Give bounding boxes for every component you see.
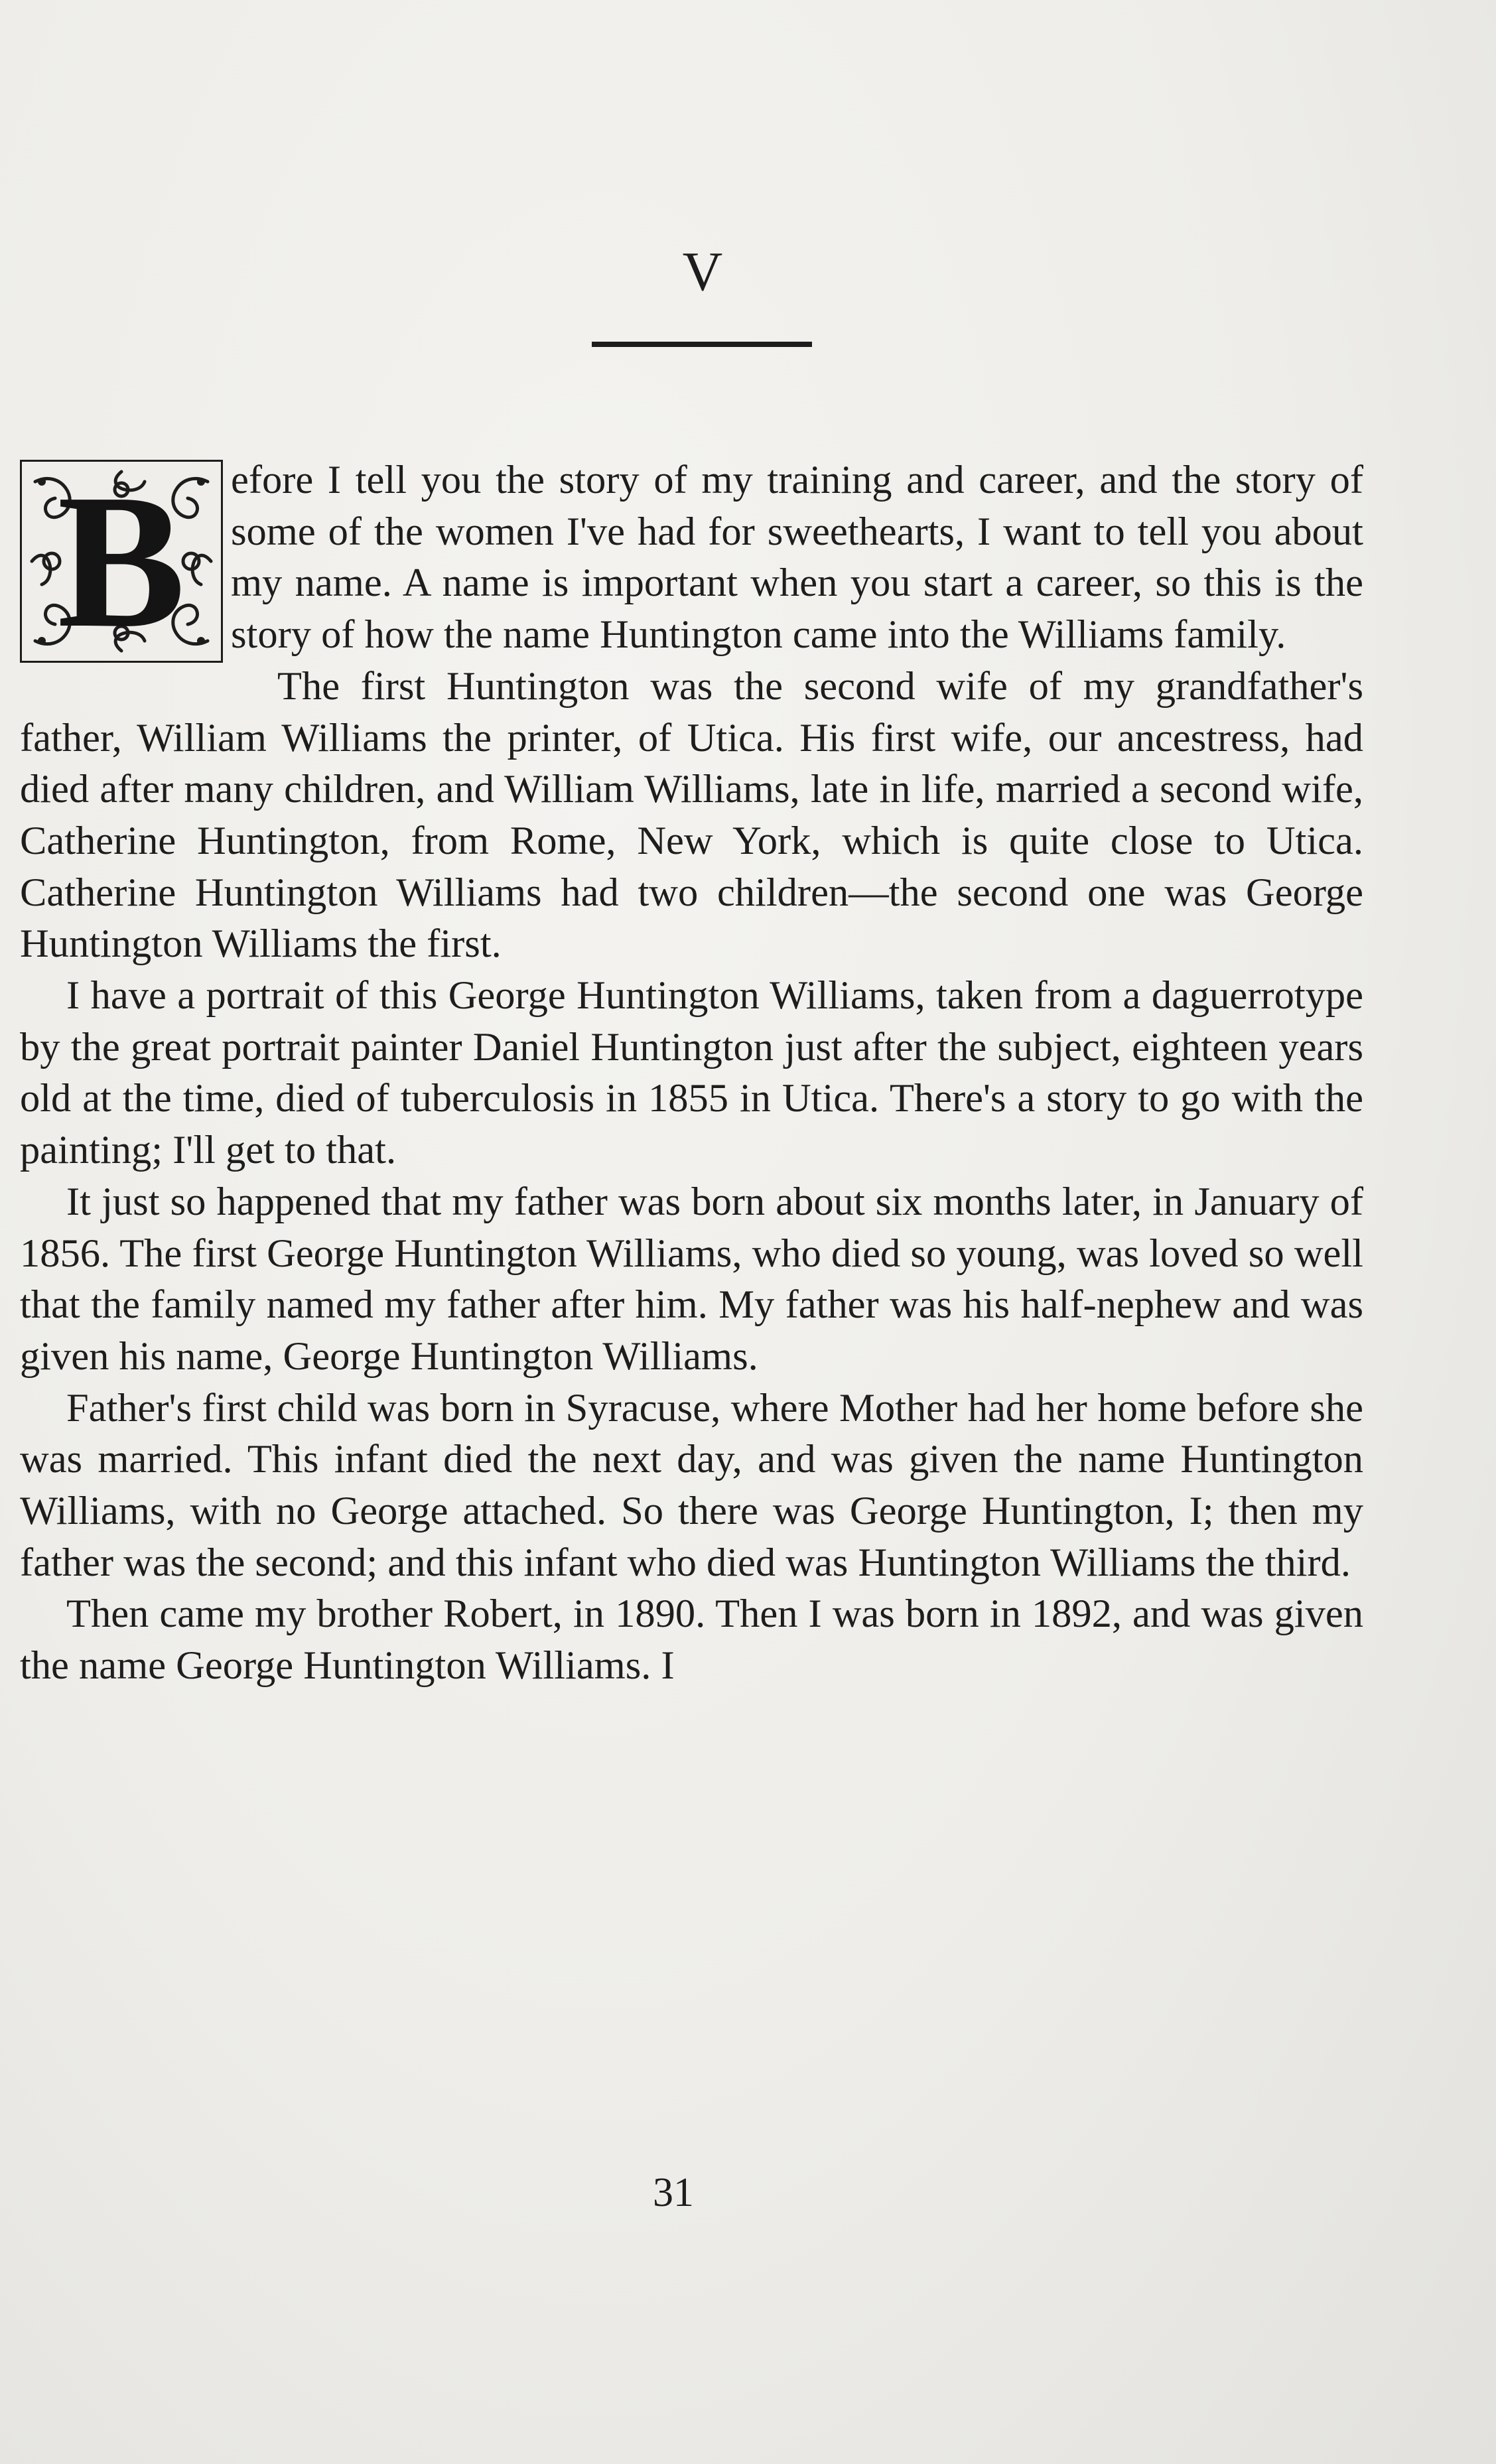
drop-cap-letter: B bbox=[57, 454, 186, 667]
drop-cap bbox=[20, 454, 223, 667]
chapter-divider bbox=[592, 342, 812, 347]
paragraph-1 bbox=[20, 454, 1363, 667]
paragraph-6: Then came my brother Robert, in 1890. Then I was born in 1892, and was given the name George Huntington Williams. I bbox=[20, 1592, 1363, 1688]
chapter-number: V bbox=[682, 241, 724, 303]
body-text bbox=[20, 454, 1363, 1692]
page-number: 31 bbox=[653, 2170, 694, 2215]
paragraph-2: The first Huntington was the second wife of my grandfather's father, William Williams the printer, of Utica. His first wife, our ancestress, had died after many children, and William Williams, late in life, married a second wife, Catherine Huntington, from Rome, New York, which is quite close to Utica. Catherine Huntington Williams had two children—the second one was George Huntington Williams the first. bbox=[20, 663, 1363, 967]
paragraph-1-text: efore I tell you the story of my training and career, and the story of some of the women I've had for sweethearts, I want to tell you about my name. A name is important when you start a career, so this is the story of how the name Huntington came into the Williams family. bbox=[231, 458, 1363, 657]
paragraph-3: I have a portrait of this George Huntington Williams, taken from a daguerrotype by the great portrait painter Daniel Huntington just after the subject, eighteen years old at the time, died of tuberculosis in 1855 in Utica. There's a story to go with the painting; I'll get to that. bbox=[20, 973, 1363, 1173]
paragraph-4: It just so happened that my father was born about six months later, in January of 1856. The first George Huntington Williams, who died so young, was loved so well that the family named my father after him. My father was his half-nephew and was given his name, George Huntington Williams. bbox=[20, 1179, 1363, 1379]
paragraph-5: Father's first child was born in Syracuse, where Mother had her home before she was married. This infant died the next day, and was given the name Huntington Williams, with no George attached. So there was George Huntington, I; then my father was the second; and this infant who died was Huntington Williams the third. bbox=[20, 1385, 1363, 1585]
